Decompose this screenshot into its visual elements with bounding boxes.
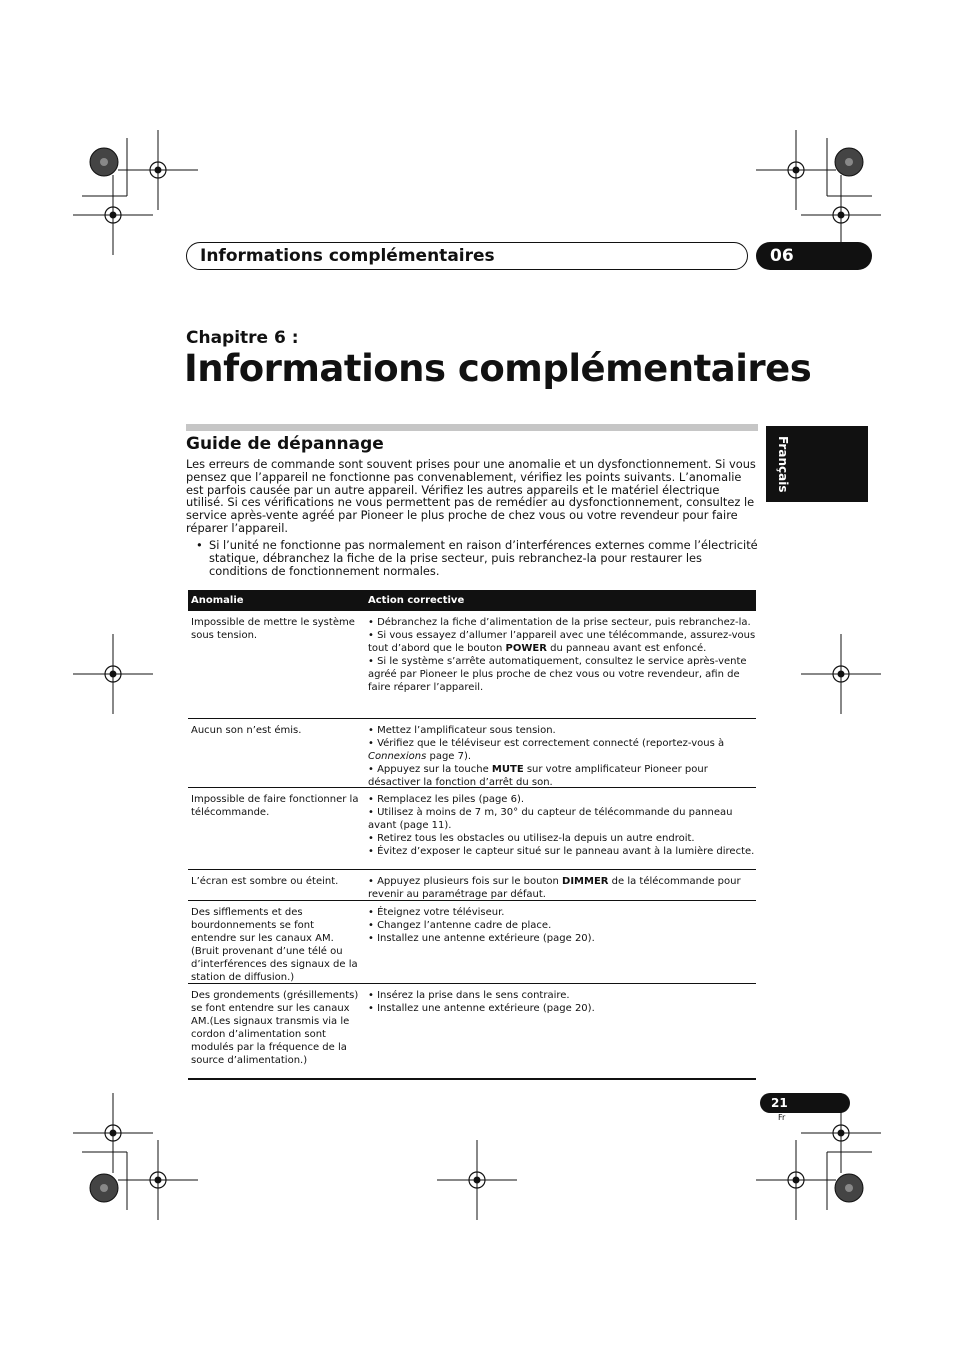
button-name: DIMMER (562, 876, 609, 887)
language-tab (766, 426, 868, 502)
action-item: • Changez l’antenne cadre de place. (368, 919, 552, 931)
problem-cell: Des grondements (grésillements) se font entendre sur les canaux AM.(Les signaux transmis via le cordon d’alimentation sont modulés par la fréquence de la source d’alimentation.) (191, 990, 359, 1066)
action-item: • Insérez la prise dans le sens contraire. (368, 990, 570, 1001)
action-cell (365, 907, 756, 983)
action-item (368, 738, 756, 764)
action-cell (365, 990, 756, 1078)
table-row (188, 984, 756, 1080)
chapter-title: Informations complémentaires (184, 347, 812, 390)
section-reference: Connexions (368, 750, 427, 762)
bullet-note: • Si l’unité ne fonctionne pas normalement en raison d’interférences externes comme l’électricité statique, débranchez la fiche de la prise secteur, puis rebranchez-la pour restaurer les conditions de fonctionnement normales. (196, 539, 758, 577)
action-text: • Appuyez sur la touche (368, 763, 492, 775)
star-target-top-left (90, 148, 118, 176)
action-item (368, 764, 756, 790)
action-text: sur votre amplificateur Pioneer pour désactiver la fonction d’arrêt du son. (368, 763, 708, 788)
table-row (188, 719, 756, 788)
header-title: Informations complémentaires (200, 246, 495, 266)
problem-cell: Impossible de faire fonctionner la télécommande. (191, 794, 359, 818)
crosshair-7 (73, 1093, 153, 1173)
action-text: de la télécommande pour revenir au paramétrage par défaut. (368, 876, 741, 900)
crosshair-9 (118, 1140, 198, 1220)
chapter-number-badge: 06 (756, 242, 872, 270)
problem-cell: Des sifflements et des bourdonnements se font entendre sur les canaux AM. (Bruit provenant d’une télé ou d’interférences des signaux de la station de diffusion.) (191, 907, 358, 983)
action-item: • Éteignez votre téléviseur. (368, 907, 505, 918)
table-row (188, 901, 756, 984)
action-item: • Installez une antenne extérieure (page 20). (368, 932, 595, 944)
star-target-bottom-right (835, 1174, 863, 1202)
crosshair-1 (118, 130, 198, 210)
button-name: MUTE (491, 763, 524, 775)
crosshair-2 (73, 175, 153, 255)
crosshair-6 (801, 634, 881, 714)
action-item: • Remplacez les piles (page 6). (368, 794, 525, 805)
action-cell (365, 725, 756, 787)
header-action: Action corrective (368, 595, 465, 606)
action-item (368, 630, 756, 656)
problem-cell: L’écran est sombre ou éteint. (191, 876, 339, 887)
action-item: • Mettez l’amplificateur sous tension. (368, 725, 556, 736)
action-item (368, 876, 756, 902)
action-item: • Installez une antenne extérieure (page 20). (368, 1002, 595, 1014)
troubleshooting-table (188, 590, 756, 1080)
action-item: • Évitez d’exposer le capteur situé sur le panneau avant à la lumière directe. (368, 845, 755, 857)
action-item: • Si le système s’arrête automatiquement, consultez le service après-vente agréé par Pioneer le plus proche de chez vous ou votre revendeur, afin de faire réparer l’appareil. (368, 655, 747, 693)
table-row (188, 788, 756, 870)
action-text: du panneau avant est enfoncé. (546, 642, 707, 654)
problem-cell: Aucun son n’est émis. (191, 725, 302, 736)
action-item: • Utilisez à moins de 7 m, 30° du capteur de télécommande du panneau avant (page 11). (368, 806, 733, 831)
crosshair-10 (437, 1140, 517, 1220)
chapter-label: Chapitre 6 : (186, 328, 299, 348)
page-number: 21 (760, 1093, 850, 1113)
section-title: Guide de dépannage (186, 434, 384, 454)
action-text: • Vérifiez que le téléviseur est correctement connecté (reportez-vous à (368, 737, 725, 749)
action-cell (365, 876, 756, 900)
action-cell (365, 794, 756, 869)
action-text: page 7). (426, 750, 472, 762)
action-item: • Débranchez la fiche d’alimentation de la prise secteur, puis rebranchez-la. (368, 617, 751, 628)
action-text: • Appuyez plusieurs fois sur le bouton (368, 876, 563, 887)
crosshair-3 (756, 130, 836, 210)
header-anomalie: Anomalie (191, 595, 244, 606)
crosshair-5 (73, 634, 153, 714)
table-row (188, 611, 756, 719)
problem-cell: Impossible de mettre le système sous tension. (191, 617, 355, 641)
star-target-bottom-left (90, 1174, 118, 1202)
action-cell (365, 617, 756, 718)
star-target-top-right (835, 148, 863, 176)
table-header (188, 590, 756, 611)
action-text: • Si vous essayez d’allumer l’appareil avec une télécommande, assurez-vous tout d’abord que le bouton (368, 629, 756, 654)
language-tab-label: Français (776, 435, 790, 493)
action-item: • Retirez tous les obstacles ou utilisez-la depuis un autre endroit. (368, 832, 695, 844)
intro-paragraph: Les erreurs de commande sont souvent prises pour une anomalie et un dysfonctionnement. Si vous pensez que l’appareil ne fonctionne pas convenablement, vérifiez les points suivants. L’anomalie est parfois causée par un autre appareil. Vérifiez les autres appareils et le matériel électrique utilisé. Si ces vérifications ne vous permettent pas de remédier au dysfonctionnement, consultez le service après-vente agréé par Pioneer le plus proche de chez vous ou votre revendeur pour faire réparer l’appareil. (186, 457, 756, 535)
section-divider (186, 424, 758, 431)
table-row (188, 870, 756, 901)
button-name: POWER (505, 642, 547, 654)
page-language: Fr (778, 1113, 786, 1122)
crosshair-11 (756, 1140, 836, 1220)
